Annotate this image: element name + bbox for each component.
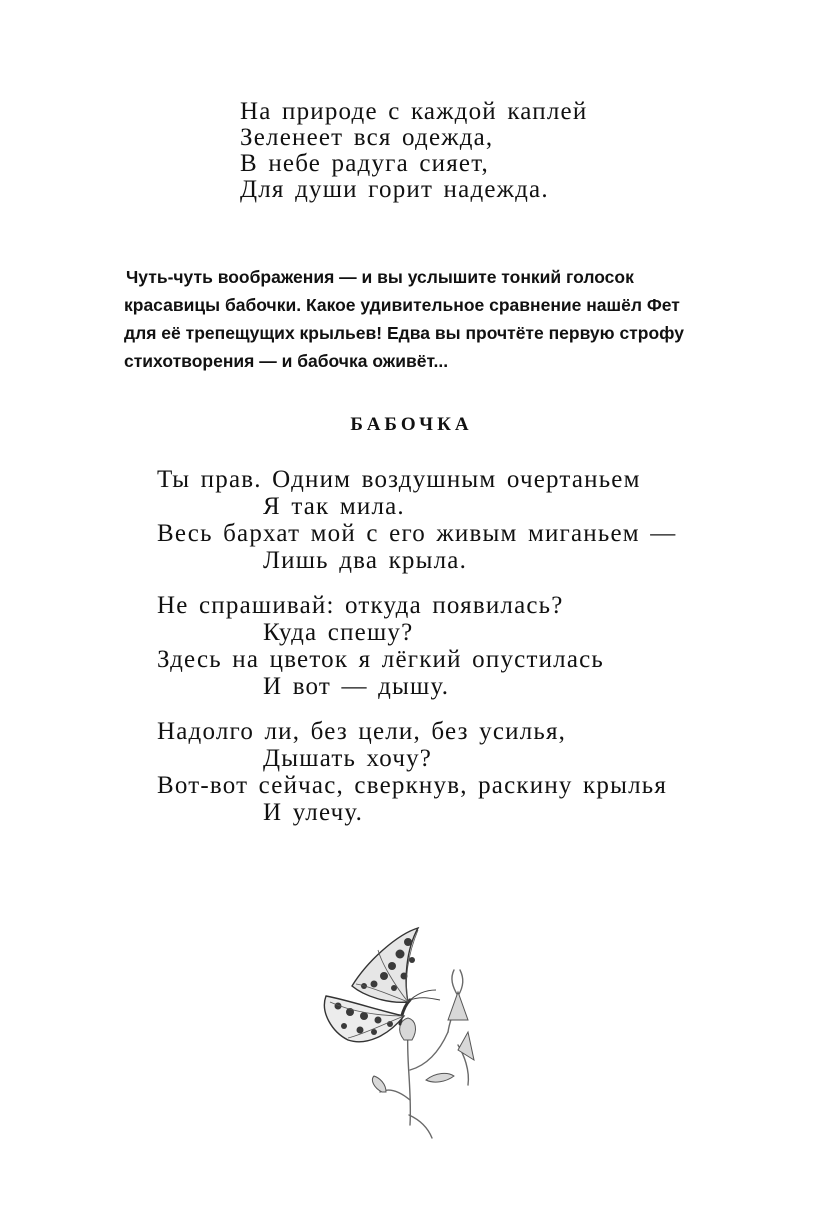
paragraph-line: для её трепещущих крыльев! Едва вы прочтёте первую строфу <box>124 323 684 343</box>
stanza <box>157 718 676 826</box>
poem-line: И вот — дышу. <box>263 673 450 700</box>
poem-line: Не спрашивай: откуда появилась? <box>157 592 564 619</box>
stanza <box>157 592 676 700</box>
poem-title <box>0 414 817 436</box>
poem-line: Вот-вот сейчас, сверкнув, раскину крылья <box>157 772 668 799</box>
poem-title-text: БАБОЧКА <box>350 414 473 435</box>
poem-line: Лишь два крыла. <box>263 547 468 574</box>
paragraph-line: Чуть-чуть воображения — и вы услышите тонкий голосок <box>126 267 634 287</box>
poem-line: Я так мила. <box>263 493 405 520</box>
poem-line: Зеленеет вся одежда, <box>240 124 494 151</box>
paragraph-line: красавицы бабочки. Какое удивительное сравнение нашёл Фет <box>124 295 680 315</box>
poem-butterfly <box>157 466 676 844</box>
poem-line: Дышать хочу? <box>263 745 433 772</box>
poem-line: В небе радуга сияет, <box>240 150 489 177</box>
stanza <box>157 466 676 574</box>
intro-paragraph <box>124 263 730 375</box>
poem-line: Ты прав. Одним воздушным очертаньем <box>157 466 641 493</box>
poem-fragment <box>240 99 587 203</box>
poem-line: Здесь на цветок я лёгкий опустилась <box>157 646 605 673</box>
poem-line: Весь бархат мой с его живым миганьем — <box>157 520 677 547</box>
poem-line: На природе с каждой каплей <box>240 98 588 125</box>
poem-line: И улечу. <box>263 799 364 826</box>
poem-line: Куда спешу? <box>263 619 414 646</box>
paragraph-line: стихотворения — и бабочка оживёт... <box>124 351 449 371</box>
butterfly-on-flower-icon <box>308 920 518 1150</box>
poem-line: Надолго ли, без цели, без усилья, <box>157 718 567 745</box>
poem-line: Для души горит надежда. <box>240 176 549 203</box>
